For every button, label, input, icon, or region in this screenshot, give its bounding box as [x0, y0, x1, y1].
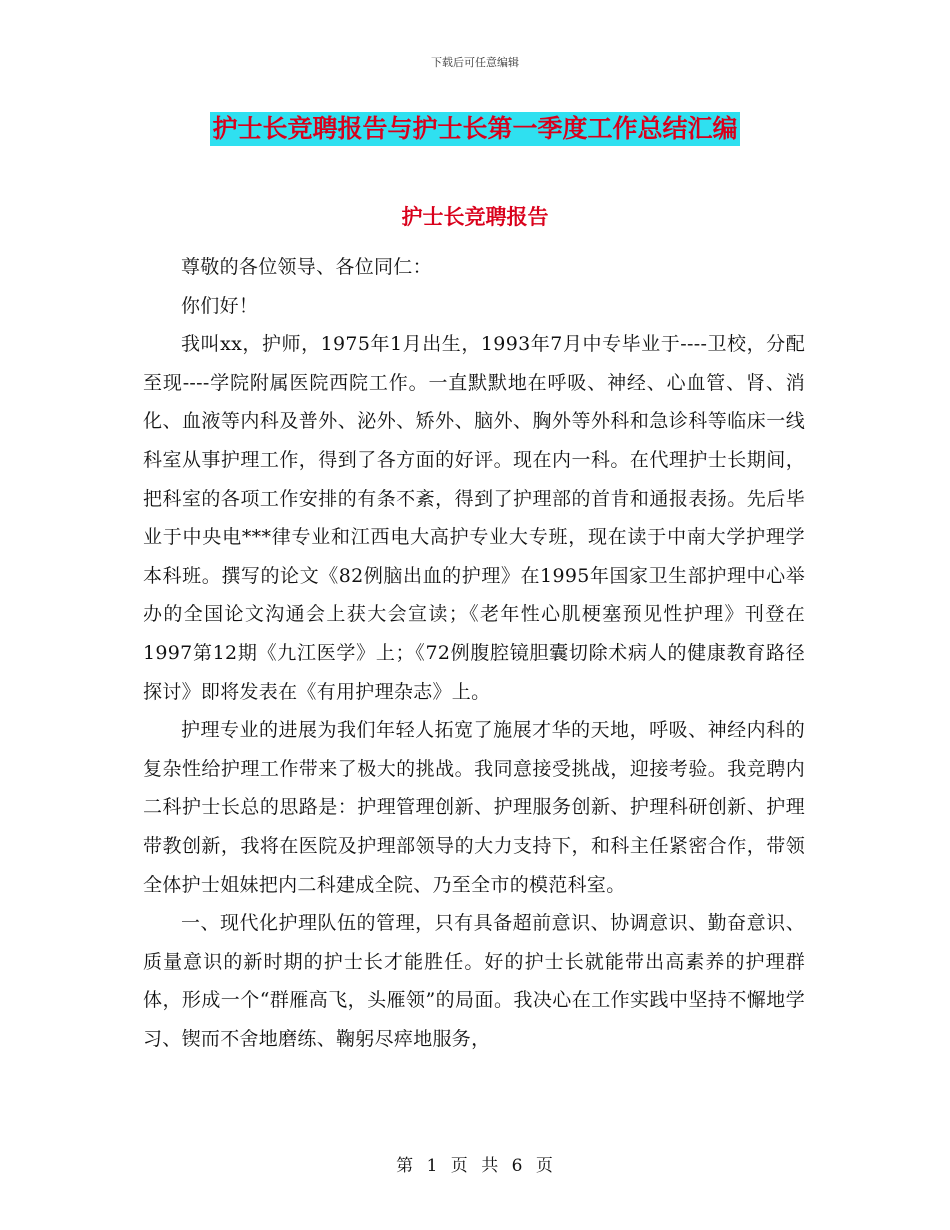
- paragraph-salutation: 尊敬的各位领导、各位同仁：: [181, 256, 432, 278]
- document-title: 护士长竞聘报告与护士长第一季度工作总结汇编: [210, 112, 739, 146]
- paragraph-approach: 护理专业的进展为我们年轻人拓宽了施展才华的天地，呼吸、神经内科的复杂性给护理工作带来了极大的挑战。我同意接受挑战，迎接考验。我竞聘内二科护士长总的思路是：护理管理创新、护理服务创新、护理科研创新、护理带教创新，我将在医院及护理部领导的大力支持下，和科主任紧密合作，带领全体护士姐妹把内二科建成全院、乃至全市的模范科室。: [143, 719, 805, 896]
- paragraph-greeting: 你们好！: [181, 294, 259, 317]
- paragraph-point-one: 一、现代化护理队伍的管理，只有具备超前意识、协调意识、勤奋意识、质量意识的新时期的护士长才能胜任。好的护士长就能带出高素养的护理群体，形成一个“群雁高飞，头雁领”的局面。我决心在工作实践中坚持不懈地学习、锲而不舍地磨练、鞠躬尽瘁地服务，: [143, 912, 805, 1050]
- document-title-wrap: [0, 112, 950, 146]
- body-text: [143, 248, 805, 1058]
- page-footer: 第 1 页 共 6 页: [396, 1156, 554, 1176]
- header-note: 下载后可任意编辑: [431, 56, 519, 69]
- section-title: 护士长竞聘报告: [401, 204, 549, 229]
- paragraph-self-intro: 我叫xx，护师，1975年1月出生，1993年7月中专毕业于----卫校，分配至现----学院附属医院西院工作。一直默默地在呼吸、神经、心血管、肾、消化、血液等内科及普外、泌外、矫外、脑外、胸外等外科和急诊科等临床一线科室从事护理工作，得到了各方面的好评。现在内一科。在代理护士长期间，把科室的各项工作安排的有条不紊，得到了护理部的首肯和通报表扬。先后毕业于中央电***律专业和江西电大高护专业大专班，现在读于中南大学护理学本科班。撰写的论文《82例脑出血的护理》在1995年国家卫生部护理中心举办的全国论文沟通会上获大会宣读；《老年性心肌梗塞预见性护理》刊登在1997第12期《九江医学》上；《72例腹腔镜胆囊切除术病人的健康教育路径探讨》即将发表在《有用护理杂志》上。: [143, 333, 805, 703]
